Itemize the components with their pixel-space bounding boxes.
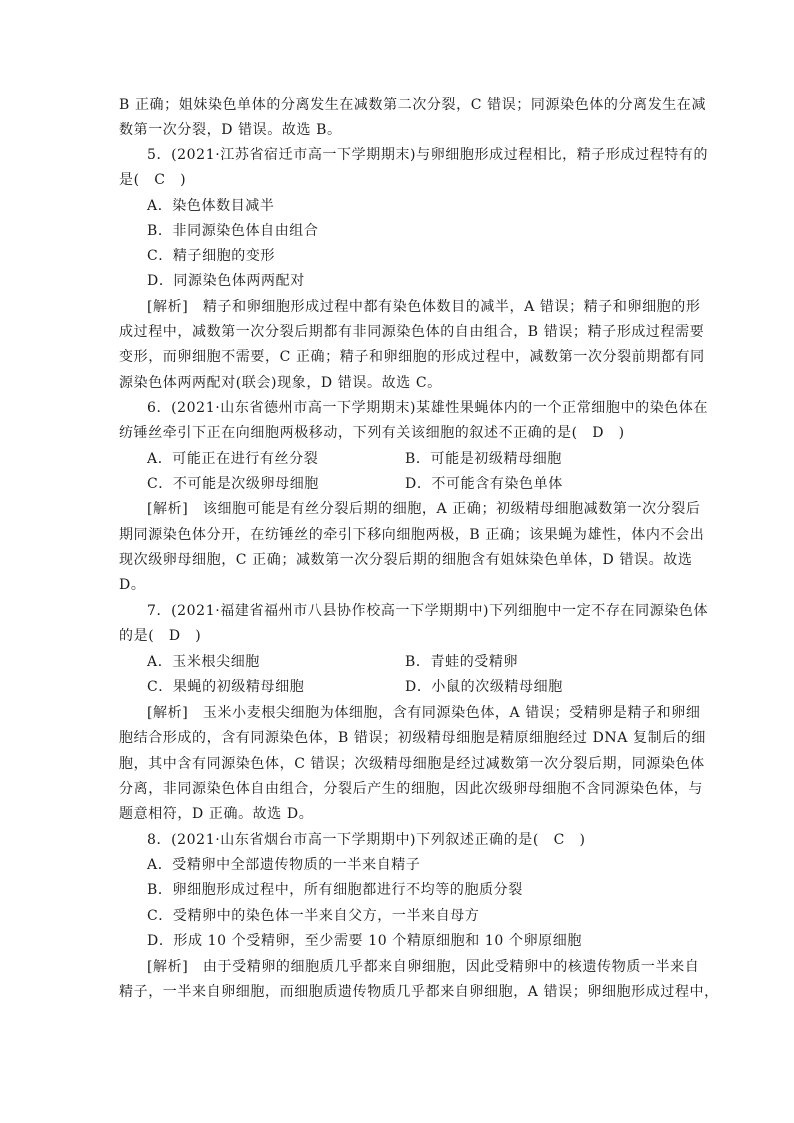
- text-line: B 正确；姐妹染色单体的分离发生在减数第二次分裂，C 错误；同源染色体的分离发生在减: [119, 97, 707, 113]
- explanation-line: 精子，一半来自卵细胞，而细胞质遗传物质几乎都来自卵细胞，A 错误；卵细胞形成过程中，: [119, 984, 719, 1000]
- explanation-line: 题意相符，D 正确。故选 D。: [119, 806, 314, 822]
- explanation-line: [解析] 该细胞可能是有丝分裂后期的细胞，A 正确；初级精母细胞减数第一次分裂后: [147, 501, 701, 517]
- option-c: C．果蝇的初级精母细胞: [147, 679, 305, 695]
- option-a: A．染色体数目减半: [147, 198, 275, 214]
- option-b: B．卵细胞形成过程中，所有细胞都进行不均等的胞质分裂: [147, 882, 523, 898]
- explanation-line: 分离，非同源染色体自由组合，分裂后产生的细胞，因此次级卵母细胞不含同源染色体，与: [119, 781, 703, 797]
- text-line: 数第一次分裂，D 错误。故选 B。: [119, 122, 342, 138]
- option-d: D．不可能含有染色单体: [405, 476, 563, 492]
- option-c: C．不可能是次级卵母细胞: [147, 476, 319, 492]
- question-6-stem: 纺锤丝牵引下正在向细胞两极移动，下列有关该细胞的叙述不正确的是( D ): [119, 425, 625, 441]
- option-d: D．小鼠的次级精母细胞: [405, 679, 563, 695]
- option-c: C．精子细胞的变形: [147, 248, 276, 264]
- explanation-line: D。: [119, 577, 146, 593]
- option-a: A．受精卵中全部遗传物质的一半来自精子: [147, 857, 421, 873]
- question-6-stem: 6．(2021·山东省德州市高一下学期期末)某雄性果蝇体内的一个正常细胞中的染色体在: [147, 400, 709, 416]
- explanation-line: [解析] 玉米小麦根尖细胞为体细胞，含有同源染色体，A 错误；受精卵是精子和卵细: [147, 705, 701, 721]
- option-b: B．青蛙的受精卵: [405, 654, 519, 670]
- option-a: A．可能正在进行有丝分裂: [147, 451, 319, 467]
- explanation-line: 胞，其中含有同源染色体，C 错误；次级精母细胞是经过减数第一次分裂后期，同源染色体: [119, 756, 705, 772]
- explanation-line: [解析] 精子和卵细胞形成过程中都有染色体数目的减半，A 错误；精子和卵细胞的形: [147, 299, 701, 315]
- question-8-stem: 8．(2021·山东省烟台市高一下学期期中)下列叙述正确的是( C ): [147, 832, 586, 848]
- option-b: B．非同源染色体自由组合: [147, 223, 319, 239]
- question-5-stem: 5．(2021·江苏省宿迁市高一下学期期末)与卵细胞形成过程相比，精子形成过程特有的: [147, 147, 709, 163]
- explanation-line: 现次级卵母细胞，C 正确；减数第一次分裂后期的细胞含有姐妹染色单体，D 错误。故选: [119, 552, 693, 568]
- explanation-line: 胞结合形成的，含有同源染色体，B 错误；初级精母细胞是精原细胞经过 DNA 复制后的细: [119, 730, 707, 746]
- explanation-line: 期同源染色体分开，在纺锤丝的牵引下移向细胞两极，B 正确；该果蝇为雄性，体内不会出: [119, 527, 705, 543]
- question-7-answer: 的是( D ): [119, 628, 202, 644]
- explanation-line: 成过程中，减数第一次分裂后期都有非同源染色体的自由组合，B 错误；精子形成过程需要: [119, 324, 705, 340]
- option-b: B．可能是初级精母细胞: [405, 451, 562, 467]
- explanation-line: 源染色体两两配对(联会)现象，D 错误。故选 C。: [119, 375, 442, 391]
- explanation-line: [解析] 由于受精卵的细胞质几乎都来自卵细胞，因此受精卵中的核遗传物质一半来自: [147, 959, 700, 975]
- option-a: A．玉米根尖细胞: [147, 654, 260, 670]
- question-7-stem: 7．(2021·福建省福州市八县协作校高一下学期期中)下列细胞中一定不存在同源染色体: [147, 603, 709, 619]
- explanation-line: 变形，而卵细胞不需要，C 正确；精子和卵细胞的形成过程中，减数第一次分裂前期都有同: [119, 349, 705, 365]
- option-c: C．受精卵中的染色体一半来自父方，一半来自母方: [147, 908, 480, 924]
- option-d: D．同源染色体两两配对: [147, 273, 305, 289]
- question-5-answer: 是( C ): [119, 172, 187, 188]
- option-d: D．形成 10 个受精卵，至少需要 10 个精原细胞和 10 个卵原细胞: [147, 933, 582, 949]
